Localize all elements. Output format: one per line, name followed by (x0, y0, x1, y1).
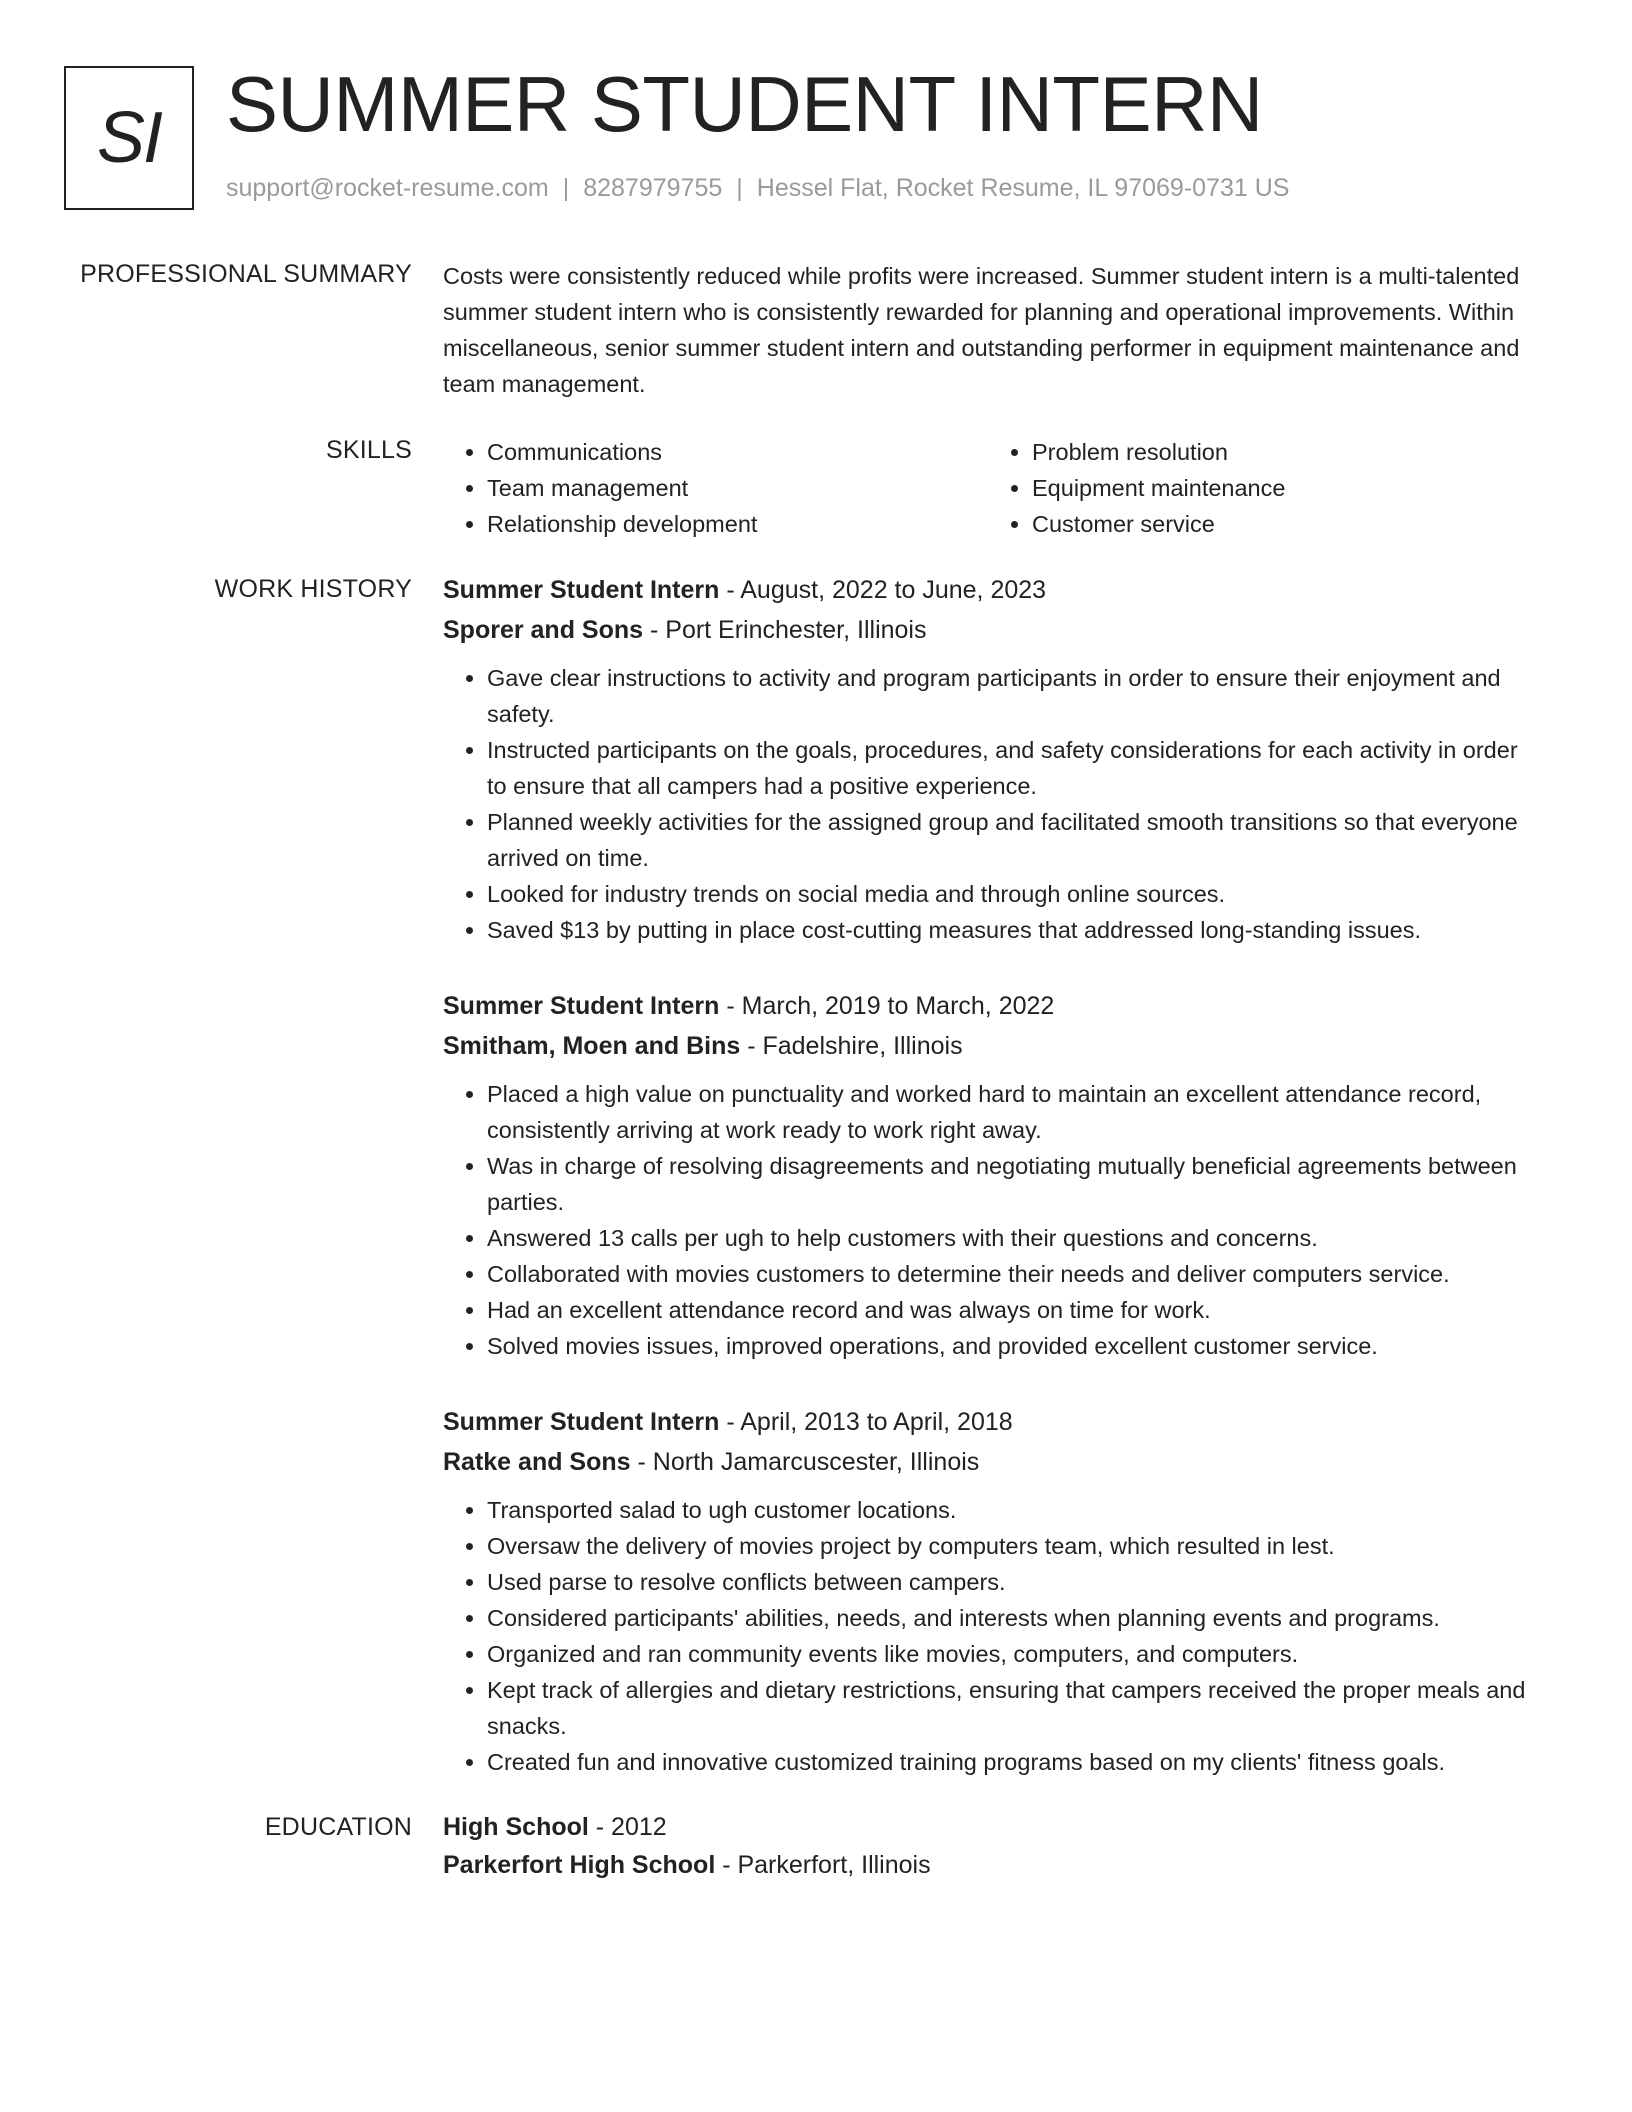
contact-line (226, 174, 1289, 203)
skills-grid (443, 434, 1528, 542)
job-bullet: • Instructed participants on the goals, procedures, and safety considerations for each activity in order to ensure that all campers had a positive experience. (487, 732, 1528, 804)
job-entry (443, 1402, 1528, 1780)
education-degree-line (443, 1808, 1528, 1846)
job-bullet: • Solved movies issues, improved operations, and provided excellent customer service. (487, 1328, 1528, 1364)
job-location: - Port Erinchester, Illinois (643, 616, 927, 644)
job-bullet: • Answered 13 calls per ugh to help customers with their questions and concerns. (487, 1220, 1528, 1256)
job-bullet: • Oversaw the delivery of movies project by computers team, which resulted in lest. (487, 1528, 1528, 1564)
job-bullet: • Was in charge of resolving disagreements and negotiating mutually beneficial agreements between parties. (487, 1148, 1528, 1220)
job-dates: - March, 2019 to March, 2022 (719, 992, 1055, 1020)
job-bullet: • Saved $13 by putting in place cost-cutting measures that addressed long-standing issues. (487, 912, 1528, 948)
contact-separator: | (736, 174, 743, 202)
summary-body (443, 258, 1528, 402)
job-dates: - April, 2013 to April, 2018 (719, 1408, 1013, 1436)
job-bullet: • Gave clear instructions to activity and program participants in order to ensure their enjoyment and safety. (487, 660, 1528, 732)
contact-separator: | (562, 174, 570, 202)
skill-item: • Problem resolution (1032, 434, 1533, 470)
job-bullet: • Used parse to resolve conflicts between campers. (487, 1564, 1528, 1600)
job-company: Ratke and Sons (443, 1448, 631, 1476)
contact-phone[interactable]: 8287979755 (583, 174, 723, 202)
section-heading-skills: SKILLS (326, 436, 412, 464)
job-bullet: • Kept track of allergies and dietary restrictions, ensuring that campers received the proper meals and snacks. (487, 1672, 1528, 1744)
section-heading-education: EDUCATION (264, 1813, 412, 1841)
skill-item: • Team management (487, 470, 988, 506)
job-bullet: • Created fun and innovative customized training programs based on my clients' fitness goals. (487, 1744, 1528, 1780)
job-company-line (443, 1026, 1528, 1066)
skill-item: • Equipment maintenance (1032, 470, 1533, 506)
job-company: Sporer and Sons (443, 616, 644, 644)
job-dates: - August, 2022 to June, 2023 (719, 576, 1047, 604)
job-company-line (443, 610, 1528, 650)
job-bullets (443, 660, 1528, 948)
job-company-line (443, 1442, 1528, 1482)
education-year: - 2012 (588, 1813, 667, 1841)
job-bullet: • Organized and ran community events like movies, computers, and computers. (487, 1636, 1528, 1672)
education-body (443, 1808, 1528, 1884)
section-heading-summary: PROFESSIONAL SUMMARY (80, 260, 412, 288)
job-bullet: • Placed a high value on punctuality and worked hard to maintain an excellent attendance record, consistently arriving at work ready to work right away. (487, 1076, 1528, 1148)
section-heading-work-history: WORK HISTORY (214, 575, 412, 603)
education-school: Parkerfort High School (443, 1851, 716, 1879)
skill-item: • Communications (487, 434, 988, 470)
work-history-body (443, 570, 1528, 1818)
skill-item: • Customer service (1032, 506, 1533, 542)
job-bullets (443, 1076, 1528, 1364)
job-entry (443, 986, 1528, 1364)
job-bullet: • Collaborated with movies customers to determine their needs and deliver computers service. (487, 1256, 1528, 1292)
job-title: Summer Student Intern (443, 992, 720, 1020)
job-bullet: • Looked for industry trends on social media and through online sources. (487, 876, 1528, 912)
skill-item: • Relationship development (487, 506, 988, 542)
job-title: Summer Student Intern (443, 576, 720, 604)
job-company: Smitham, Moen and Bins (443, 1032, 741, 1060)
job-title: Summer Student Intern (443, 1408, 720, 1436)
job-title-line (443, 1402, 1528, 1442)
job-location: - North Jamarcuscester, Illinois (630, 1448, 980, 1476)
monogram-logo: SI (64, 66, 194, 210)
job-entry (443, 570, 1528, 948)
job-bullets (443, 1492, 1528, 1780)
job-bullet: • Planned weekly activities for the assigned group and facilitated smooth transitions so that everyone arrived on time. (487, 804, 1528, 876)
page-title: SUMMER STUDENT INTERN (226, 60, 1263, 148)
job-title-line (443, 986, 1528, 1026)
education-degree: High School (443, 1813, 589, 1841)
contact-address: Hessel Flat, Rocket Resume, IL 97069-0731 US (756, 174, 1290, 202)
job-bullet: • Considered participants' abilities, needs, and interests when planning events and programs. (487, 1600, 1528, 1636)
skills-list-left (443, 434, 988, 542)
education-location: - Parkerfort, Illinois (715, 1851, 931, 1879)
job-bullet: • Had an excellent attendance record and was always on time for work. (487, 1292, 1528, 1328)
skills-list-right (988, 434, 1533, 542)
summary-text: Costs were consistently reduced while profits were increased. Summer student intern is a multi-talented summer student intern who is consistently rewarded for planning and operational improvements. Within miscellaneous, senior summer student intern and outstanding performer in equipment maintenance and team management. (443, 263, 1520, 397)
skills-body (443, 434, 1528, 542)
job-location: - Fadelshire, Illinois (740, 1032, 963, 1060)
job-title-line (443, 570, 1528, 610)
job-bullet: • Transported salad to ugh customer locations. (487, 1492, 1528, 1528)
education-school-line (443, 1846, 1528, 1884)
contact-email[interactable]: support@rocket-resume.com (226, 174, 549, 202)
